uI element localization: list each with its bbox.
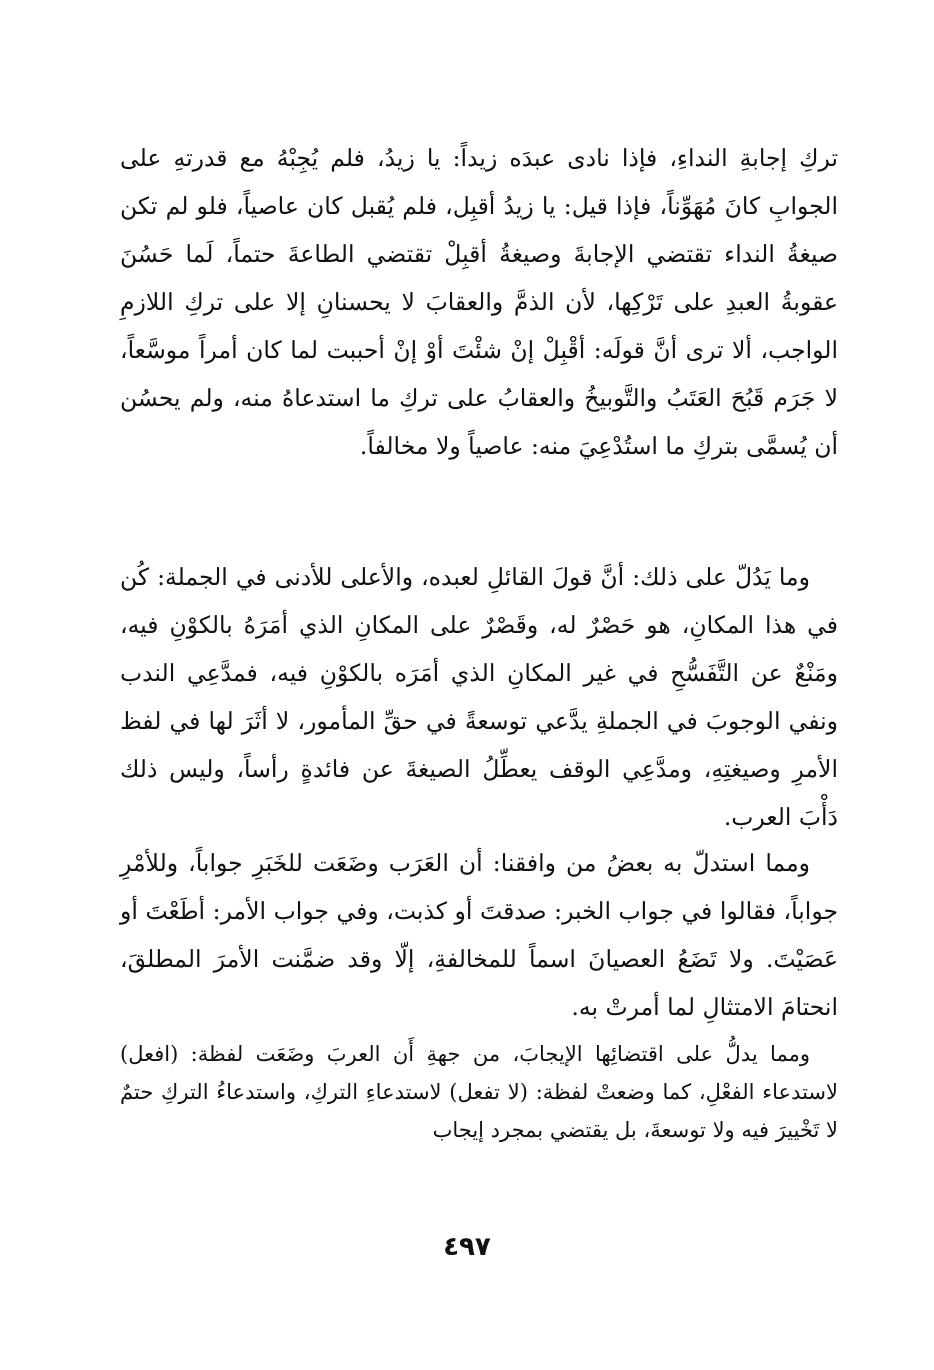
paragraph-2: وما يَدُلّ على ذلك: أنَّ قولَ القائلِ لعبده، والأعلى للأدنى في الجملة: كُن في هذا المكانِ، هو حَصْرٌ له، وقَصْرٌ على المكانِ الذي أمَرَهُ بالكوْنِ فيه، ومَنْعٌ عن التَّفَسُّحِ في غير المكانِ الذي أمَرَه بالكوْنِ فيه، فمدَّعِي الندب ونفي الوجوبَ في الجملةِ يدَّعي توسعةً في حقِّ المأمور، لا أثَرَ لها في لفظ الأمرِ وصيغتِهِ، ومدَّعِي الوقف يعطِّلُ الصيغةَ عن فائدةٍ رأساً، وليس ذلك دَأْبَ العرب. <box>120 563 838 831</box>
paragraph-4: ومما يدلُّ على اقتضائِها الإيجابَ، من جهةِ أَن العربَ وضَعَت لفظة: (افعل) لاستدعاء الفعْلِ، كما وضعتْ لفظة: (لا تفعل) لاستدعاءِ التركِ، واستدعاءُ التركِ حتمٌ لا تَخْييرَ فيه ولا توسعةَ، بل يقتضي بمجرد إيجاب <box>120 1042 838 1142</box>
page-number: ٤٩٧ <box>443 1232 491 1262</box>
paragraph-1: تركِ إجابةِ النداءِ، فإذا نادى عبدَه زيداً: يا زيدُ، فلم يُجِبْهُ مع قدرتهِ على الجوابِ كانَ مُهَوِّناً، فإذا قيل: يا زيدُ أقبِل، فلم يُقبل كان عاصياً، فلو لم تكن صيغةُ النداء تقتضي الإجابةَ وصيغةُ أقبِلْ تقتضي الطاعةَ حتماً، لَما حَسُنَ عقوبةُ العبدِ على تَرْكِها، لأن الذمَّ والعقابَ لا يحسنانِ إلا على تركِ اللازمِ الواجب، ألا ترى أنَّ قولَه: أقْبِلْ إنْ شئْتَ أوْ إنْ أحببت لما كان أمراً موسَّعاً، لا جَرَم قَبُحَ العَتَبُ والتَّوبيخُ والعقابُ على تركِ ما استدعاهُ منه، ولم يحسُن أن يُسمَّى بتركِ ما استُدْعِيَ منه: عاصياً ولا مخالفاً. <box>120 144 838 460</box>
paragraph-3: ومما استدلّ به بعضُ من وافقنا: أن العَرَب وضَعَت للخَبَرِ جواباً، وللأمْرِ جواباً، فقالوا في جواب الخبر: صدقتَ أو كذبت، وفي جواب الأمر: أطَعْتَ أو عَصَيْتَ. ولا تَضَعُ العصيانَ اسماً للمخالفةِ، إلّا وقد ضمَّنت الأمرَ المطلقَ، انحتامَ الامتثالِ لما أمرتْ به. <box>120 849 838 1021</box>
